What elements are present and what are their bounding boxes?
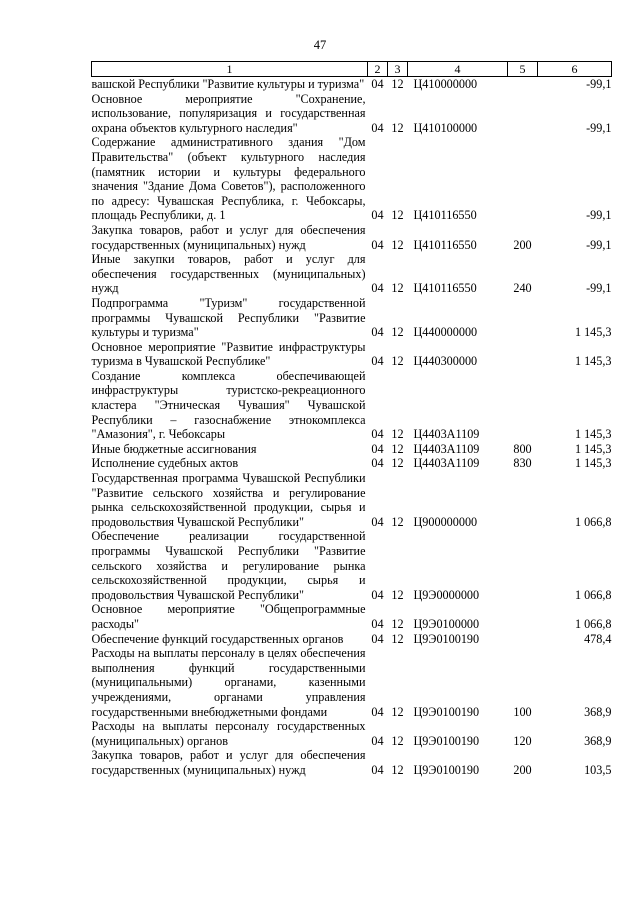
row-target-article: Ц410116550 [413, 237, 477, 252]
row-expense-type: 200 [513, 237, 532, 252]
row-section-code: 04 [371, 120, 384, 135]
row-subsection-code: 12 [391, 77, 404, 91]
row-amount: 1 145,3 [574, 427, 612, 442]
row-section-code: 04 [371, 208, 384, 223]
header-col-4: 4 [408, 62, 508, 77]
row-description: Исполнение судебных актов [91, 456, 239, 471]
row-expense-type: 830 [513, 456, 532, 471]
row-amount: -99,1 [586, 281, 612, 296]
table-row [92, 471, 612, 529]
row-target-article: Ц9Э0100190 [413, 631, 480, 646]
row-expense-type: 100 [513, 704, 532, 719]
header-col-5: 5 [508, 62, 538, 77]
row-description: Закупка товаров, работ и услуг для обеспечения государственных (муниципальных) нужд [91, 222, 366, 252]
row-expense-type [508, 135, 538, 223]
row-section-code: 04 [371, 456, 384, 471]
row-expense-type [508, 77, 538, 92]
row-subsection-code: 12 [391, 456, 404, 471]
row-amount: -99,1 [586, 208, 612, 223]
row-amount: 1 145,3 [574, 441, 612, 456]
row-description: Расходы на выплаты персоналу в целях обеспечения выполнения функций государственными (муниципальными) органами, казенными учреждениями, органами управления государственными внебюджетными фондами [91, 646, 366, 719]
table-row [92, 719, 612, 748]
row-expense-type [508, 340, 538, 369]
row-section-code: 04 [371, 77, 384, 91]
row-subsection-code: 12 [391, 514, 404, 529]
row-target-article: Ц440000000 [413, 325, 478, 340]
row-target-article: Ц410000000 [413, 77, 478, 91]
row-subsection-code: 12 [391, 208, 404, 223]
row-description: Обеспечение функций государственных органов [91, 631, 344, 646]
table-row [92, 632, 612, 647]
row-target-article: Ц4403А1109 [413, 427, 480, 442]
row-amount: 103,5 [584, 762, 612, 777]
table-row [92, 135, 612, 223]
table-header-row [92, 62, 612, 77]
table-row [92, 369, 612, 442]
row-amount: -99,1 [586, 77, 612, 91]
row-amount: 368,9 [584, 733, 612, 748]
row-target-article: Ц4403А1109 [413, 456, 480, 471]
row-expense-type [508, 632, 538, 647]
row-target-article: Ц4403А1109 [413, 441, 480, 456]
row-subsection-code: 12 [391, 427, 404, 442]
row-section-code: 04 [371, 631, 384, 646]
row-subsection-code: 12 [391, 120, 404, 135]
row-amount: -99,1 [586, 120, 612, 135]
table-row [92, 442, 612, 457]
row-amount: -99,1 [586, 237, 612, 252]
row-section-code: 04 [371, 762, 384, 777]
row-subsection-code: 12 [391, 325, 404, 340]
row-target-article: Ц900000000 [413, 514, 478, 529]
row-description: вашской Республики "Развитие культуры и туризма" [91, 77, 365, 91]
row-section-code: 04 [371, 441, 384, 456]
row-subsection-code: 12 [391, 441, 404, 456]
table-row [92, 296, 612, 340]
row-target-article: Ц440300000 [413, 354, 478, 369]
row-subsection-code: 12 [391, 281, 404, 296]
row-description: Закупка товаров, работ и услуг для обеспечения государственных (муниципальных) нужд [91, 748, 366, 777]
budget-table [91, 61, 612, 778]
row-section-code: 04 [371, 354, 384, 369]
row-subsection-code: 12 [391, 733, 404, 748]
row-target-article: Ц9Э0100190 [413, 762, 480, 777]
row-section-code: 04 [371, 514, 384, 529]
row-description: Иные закупки товаров, работ и услуг для обеспечения государственных (муниципальных) нужд [91, 252, 366, 296]
row-description: Основное мероприятие "Общепрограммные расходы" [91, 602, 366, 631]
table-row [92, 748, 612, 777]
row-section-code: 04 [371, 733, 384, 748]
header-col-1: 1 [92, 62, 368, 77]
row-expense-type [508, 529, 538, 602]
table-row [92, 223, 612, 252]
row-expense-type: 120 [513, 733, 532, 748]
row-section-code: 04 [371, 325, 384, 340]
row-section-code: 04 [371, 616, 384, 631]
header-col-6: 6 [538, 62, 612, 77]
table-row [92, 252, 612, 296]
row-target-article: Ц9Э0100190 [413, 704, 480, 719]
row-amount: 1 145,3 [574, 354, 612, 369]
table-row [92, 340, 612, 369]
row-description: Расходы на выплаты персоналу государственных (муниципальных) органов [91, 719, 366, 748]
row-target-article: Ц410100000 [413, 120, 478, 135]
row-expense-type: 240 [513, 281, 532, 296]
row-target-article: Ц410116550 [413, 208, 477, 223]
row-amount: 1 145,3 [574, 456, 612, 471]
header-col-3: 3 [388, 62, 408, 77]
row-subsection-code: 12 [391, 762, 404, 777]
row-section-code: 04 [371, 587, 384, 602]
table-row [92, 77, 612, 92]
row-description: Обеспечение реализации государственной программы Чувашской Республики "Развитие сельского хозяйства и регулирование рынка сельскохозяйственной продукции, сырья и продовольствия Чувашской Республики" [91, 529, 366, 602]
row-description: Иные бюджетные ассигнования [91, 441, 257, 456]
row-section-code: 04 [371, 704, 384, 719]
row-subsection-code: 12 [391, 631, 404, 646]
row-amount: 1 066,8 [574, 616, 612, 631]
row-description: Содержание административного здания "Дом Правительства" (объект культурного наследия (памятник истории и культуры федерального значения "Здание Дома Советов"), расположенного по адресу: Чувашская Республика, г. Чебоксары, площадь Республики, д. 1 [91, 135, 366, 223]
row-expense-type [508, 602, 538, 631]
row-expense-type [508, 369, 538, 442]
page-number: 47 [313, 38, 327, 52]
header-col-2: 2 [368, 62, 388, 77]
row-amount: 1 066,8 [574, 514, 612, 529]
table-row [92, 602, 612, 631]
row-amount: 1 145,3 [574, 325, 612, 340]
row-target-article: Ц9Э0100190 [413, 733, 480, 748]
row-subsection-code: 12 [391, 237, 404, 252]
row-target-article: Ц410116550 [413, 281, 477, 296]
table-row [92, 529, 612, 602]
table-row [92, 456, 612, 471]
row-subsection-code: 12 [391, 587, 404, 602]
row-expense-type [508, 92, 538, 136]
row-subsection-code: 12 [391, 704, 404, 719]
row-subsection-code: 12 [391, 616, 404, 631]
row-expense-type: 800 [513, 441, 532, 456]
row-description: Основное мероприятие "Развитие инфраструктуры туризма в Чувашской Республике" [91, 339, 366, 369]
row-description: Основное мероприятие "Сохранение, использование, популяризация и государственная охрана объектов культурного наследия" [91, 91, 366, 135]
row-expense-type [508, 296, 538, 340]
row-expense-type: 200 [513, 762, 532, 777]
row-description: Создание комплекса обеспечивающей инфраструктуры туристско-рекреационного кластера "Этническая Чувашия" Чувашской Республики – газоснабжение этнокомплекса "Амазония", г. Чебоксары [91, 368, 366, 442]
table-body [92, 77, 612, 778]
row-expense-type [508, 471, 538, 529]
row-section-code: 04 [371, 427, 384, 442]
row-amount: 368,9 [584, 704, 612, 719]
row-amount: 1 066,8 [574, 587, 612, 602]
row-amount: 478,4 [584, 631, 612, 646]
row-section-code: 04 [371, 281, 384, 296]
row-target-article: Ц9Э0000000 [413, 587, 480, 602]
row-subsection-code: 12 [391, 354, 404, 369]
row-description: Государственная программа Чувашской Республики "Развитие сельского хозяйства и регулирование рынка сельскохозяйственной продукции, сырья и продовольствия Чувашской Республики" [91, 471, 366, 529]
row-description: Подпрограмма "Туризм" государственной программы Чувашской Республики "Развитие культуры и туризма" [91, 295, 366, 340]
row-section-code: 04 [371, 237, 384, 252]
row-target-article: Ц9Э0100000 [413, 616, 480, 631]
table-row [92, 646, 612, 719]
table-row [92, 92, 612, 136]
